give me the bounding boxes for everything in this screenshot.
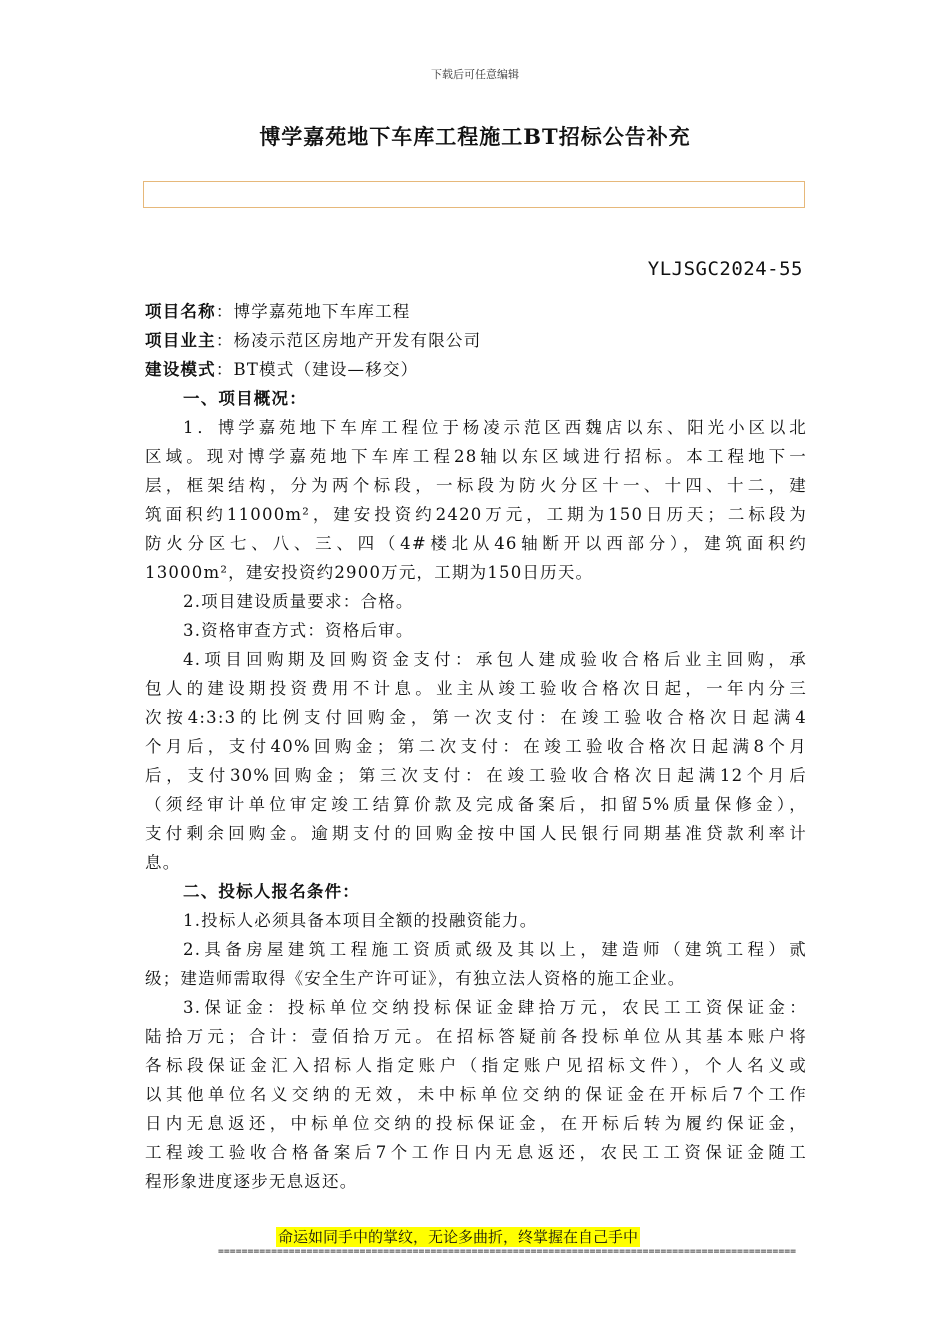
section-2-line: 以其他单位名义交纳的无效，未中标单位交纳的保证金在开标后7个工作 [145,1085,807,1104]
section-1-line: 包人的建设期投资费用不计息。业主从竣工验收合格次日起，一年内分三 [145,679,807,698]
document-title: 博学嘉苑地下车库工程施工BT招标公告补充 [259,124,691,149]
section-1-line: 息。 [145,853,181,872]
document-code: YLJSGC2024-55 [647,258,803,280]
construction-mode-row [145,355,807,384]
construction-mode-label: 建设模式 [145,360,216,379]
section-2-line: 各标段保证金汇入招标人指定账户（指定账户见招标文件），个人名义或 [145,1056,807,1075]
section-2-line: 陆拾万元；合计：壹佰拾万元。在招标答疑前各投标单位从其基本账户将 [145,1027,807,1046]
section-2-line: 级；建造师需取得《安全生产许可证》，有独立法人资格的施工企业。 [145,969,686,988]
section-1-line: 13000m²，建安投资约2900万元，工期为150日历天。 [145,563,594,582]
section-2-heading: 二、投标人报名条件： [183,882,360,901]
project-name-row [145,297,807,326]
section-1-line: 3.资格审查方式：资格后审。 [183,621,414,640]
section-1-heading: 一、项目概况： [183,389,307,408]
section-2-line: 2.具备房屋建筑工程施工资质贰级及其以上，建造师（建筑工程）贰 [183,940,807,959]
section-1-line: 区域。现对博学嘉苑地下车库工程28轴以东区域进行招标。本工程地下一 [145,447,807,466]
empty-bordered-box [143,181,805,208]
section-2-line: 3.保证金：投标单位交纳投标保证金肆拾万元，农民工工资保证金： [183,998,807,1017]
footer-rule: ================================================================================================== [218,1246,797,1257]
header-note: 下载后可任意编辑 [431,68,519,81]
project-name-value: ：博学嘉苑地下车库工程 [215,302,411,321]
section-1-line: 支付剩余回购金。逾期支付的回购金按中国人民银行同期基准贷款利率计 [145,824,807,843]
section-1-line: 后，支付30%回购金；第三次支付：在竣工验收合格次日起满12个月后 [145,766,807,785]
section-1-line: 4.项目回购期及回购资金支付：承包人建成验收合格后业主回购，承 [183,650,807,669]
section-2-line: 工程竣工验收合格备案后7个工作日内无息返还，农民工工资保证金随工 [145,1143,807,1162]
document-body [145,297,807,1196]
project-owner-value: ：杨凌示范区房地产开发有限公司 [215,331,482,350]
project-name-label: 项目名称 [145,302,216,321]
section-1-line: （须经审计单位审定竣工结算价款及完成备案后，扣留5%质量保修金）， [145,795,807,814]
footer-slogan: 命运如同手中的掌纹，无论多曲折，终掌握在自己手中 [278,1228,639,1246]
section-1-line: 次按4:3:3的比例支付回购金，第一次支付：在竣工验收合格次日起满4 [145,708,807,727]
section-2-line: 1.投标人必须具备本项目全额的投融资能力。 [183,911,538,930]
section-1-line: 2.项目建设质量要求：合格。 [183,592,414,611]
project-owner-label: 项目业主 [145,331,216,350]
section-1-line: 筑面积约11000m²，建安投资约2420万元，工期为150日历天；二标段为 [145,505,807,524]
section-1-line: 层，框架结构，分为两个标段，一标段为防火分区十一、十四、十二，建 [145,476,807,495]
section-1-line: 防火分区七、八、三、四（4#楼北从46轴断开以西部分），建筑面积约 [145,534,807,553]
section-2-line: 程形象进度逐步无息返还。 [145,1172,358,1191]
construction-mode-value: ：BT模式（建设—移交） [215,360,419,379]
section-1-line: 1．博学嘉苑地下车库工程位于杨凌示范区西魏店以东、阳光小区以北 [183,418,807,437]
project-owner-row [145,326,807,355]
section-1-line: 个月后，支付40%回购金；第二次支付：在竣工验收合格次日起满8个月 [145,737,807,756]
section-2-line: 日内无息返还，中标单位交纳的投标保证金，在开标后转为履约保证金， [145,1114,807,1133]
